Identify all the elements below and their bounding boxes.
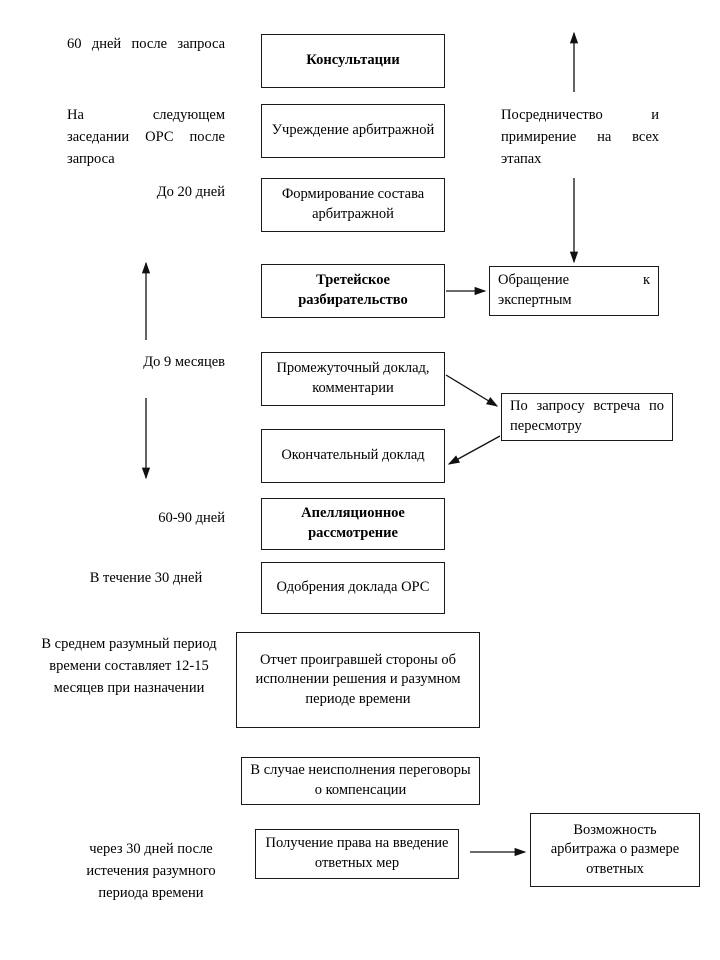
label-up-to-20-days-text: До 20 дней bbox=[156, 184, 225, 200]
node-compensation-talks[interactable] bbox=[241, 757, 480, 805]
node-dsb-report-approval-label: Одобрения доклада ОРС bbox=[276, 579, 430, 596]
node-losing-party-report[interactable] bbox=[236, 632, 480, 728]
node-retaliation-right[interactable] bbox=[255, 829, 459, 879]
node-compensation-talks-label: В случае неисполнения переговоры о компенсации bbox=[250, 762, 471, 798]
node-interim-report[interactable] bbox=[261, 352, 445, 406]
label-after-30-days bbox=[63, 839, 239, 904]
label-60-days bbox=[67, 34, 225, 56]
node-dsb-report-approval[interactable] bbox=[261, 562, 445, 614]
label-reasonable-period bbox=[33, 634, 225, 699]
node-review-meeting[interactable] bbox=[501, 393, 673, 441]
label-next-dsb-meeting bbox=[67, 105, 225, 170]
node-consultations[interactable] bbox=[261, 34, 445, 88]
node-panel-formation-label: Формирование состава арбитражной bbox=[281, 186, 425, 222]
label-60-90-days-text: 60-90 дней bbox=[158, 510, 225, 526]
label-after-30-days-text: через 30 дней после истечения разумного периода времени bbox=[86, 841, 216, 901]
label-next-dsb-meeting-text: На следующем заседании ОРС после запроса bbox=[67, 107, 225, 167]
node-appeal-review-label: Апелляционное рассмотрение bbox=[301, 505, 405, 541]
label-up-to-20-days bbox=[67, 182, 225, 204]
arrow-review-to-final bbox=[449, 436, 500, 464]
label-60-90-days bbox=[67, 508, 225, 530]
label-within-30-days bbox=[67, 568, 225, 590]
node-interim-report-label: Промежуточный доклад, комментарии bbox=[276, 360, 430, 396]
node-expert-appeal-label: Обращение к экспертным bbox=[498, 272, 650, 308]
node-review-meeting-label: По запросу встреча по пересмотру bbox=[510, 398, 664, 434]
node-final-report-label: Окончательный доклад bbox=[281, 447, 425, 464]
node-arbitration-proceedings[interactable] bbox=[261, 264, 445, 318]
node-final-report[interactable] bbox=[261, 429, 445, 483]
node-panel-formation[interactable] bbox=[261, 178, 445, 232]
node-arbitration-on-retaliation-label: Возможность арбитража о размере ответных bbox=[550, 821, 680, 877]
label-mediation-text: Посредничество и примирение на всех этапах bbox=[501, 107, 659, 167]
label-up-to-9-months bbox=[67, 352, 225, 374]
node-losing-party-report-label: Отчет проигравшей стороны об исполнении решения и разумном периоде времени bbox=[255, 651, 461, 707]
node-arbitration-proceedings-label: Третейское разбирательство bbox=[298, 272, 408, 308]
arrow-interim-to-review bbox=[446, 375, 497, 406]
label-mediation bbox=[501, 105, 659, 170]
label-up-to-9-months-text: До 9 месяцев bbox=[143, 354, 225, 370]
node-appeal-review[interactable] bbox=[261, 498, 445, 550]
node-expert-appeal[interactable] bbox=[489, 266, 659, 316]
label-60-days-text: 60 дней после запроса bbox=[67, 36, 225, 52]
node-arbitration-establishment[interactable] bbox=[261, 104, 445, 158]
node-arbitration-on-retaliation[interactable] bbox=[530, 813, 700, 887]
label-reasonable-period-text: В среднем разумный период времени составляет 12-15 месяцев при назначении bbox=[41, 636, 217, 696]
label-within-30-days-text: В течение 30 дней bbox=[89, 570, 203, 586]
node-arbitration-establishment-label: Учреждение арбитражной bbox=[271, 122, 435, 139]
node-retaliation-right-label: Получение права на введение ответных мер bbox=[265, 835, 449, 871]
node-consultations-label: Консультации bbox=[306, 52, 400, 69]
